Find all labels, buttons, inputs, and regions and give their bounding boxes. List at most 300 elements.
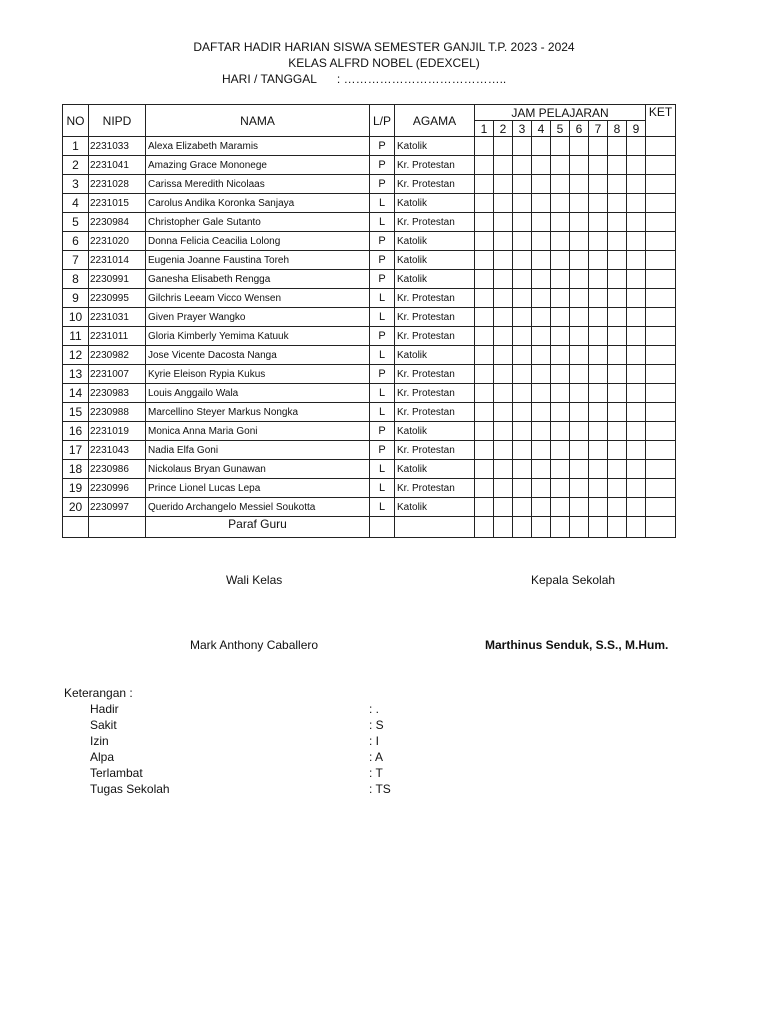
- row-no: 3: [63, 175, 89, 194]
- attendance-cell: [627, 422, 646, 441]
- period-header: 7: [589, 121, 608, 137]
- table-row: [63, 175, 676, 194]
- row-lp: P: [370, 137, 395, 156]
- kepala-sekolah-name: Marthinus Senduk, S.S., M.Hum.: [485, 638, 669, 652]
- attendance-cell: [475, 422, 494, 441]
- row-nipd: 2231043: [89, 441, 146, 460]
- row-nipd: 2231015: [89, 194, 146, 213]
- row-nipd: 2230991: [89, 270, 146, 289]
- attendance-cell: [570, 365, 589, 384]
- col-nipd-header: NIPD: [89, 105, 146, 137]
- attendance-cell: [494, 460, 513, 479]
- attendance-cell: [627, 365, 646, 384]
- attendance-cell: [532, 346, 551, 365]
- attendance-cell: [627, 403, 646, 422]
- paraf-cell: [513, 517, 532, 538]
- attendance-cell: [551, 346, 570, 365]
- legend-title: Keterangan :: [64, 686, 133, 700]
- attendance-cell: [608, 251, 627, 270]
- attendance-cell: [627, 460, 646, 479]
- row-lp: L: [370, 308, 395, 327]
- attendance-cell: [570, 251, 589, 270]
- attendance-cell: [570, 327, 589, 346]
- row-no: 7: [63, 251, 89, 270]
- attendance-cell: [570, 403, 589, 422]
- row-nama: Nickolaus Bryan Gunawan: [146, 460, 370, 479]
- table-row: [63, 289, 676, 308]
- attendance-cell: [494, 403, 513, 422]
- row-lp: L: [370, 403, 395, 422]
- row-nama: Prince Lionel Lucas Lepa: [146, 479, 370, 498]
- attendance-cell: [589, 365, 608, 384]
- row-nipd: 2231007: [89, 365, 146, 384]
- attendance-cell: [494, 175, 513, 194]
- paraf-cell: [589, 517, 608, 538]
- row-nama: Gilchris Leeam Vicco Wensen: [146, 289, 370, 308]
- period-header: 4: [532, 121, 551, 137]
- attendance-cell: [589, 175, 608, 194]
- attendance-cell: [570, 384, 589, 403]
- attendance-cell: [475, 384, 494, 403]
- row-nipd: 2230995: [89, 289, 146, 308]
- date-line: [222, 72, 506, 86]
- attendance-cell: [494, 213, 513, 232]
- attendance-cell: [608, 327, 627, 346]
- attendance-cell: [570, 460, 589, 479]
- ket-cell: [646, 346, 676, 365]
- attendance-cell: [589, 403, 608, 422]
- attendance-cell: [475, 308, 494, 327]
- table-row: [63, 441, 676, 460]
- row-agama: Kr. Protestan: [395, 403, 475, 422]
- row-lp: L: [370, 460, 395, 479]
- row-agama: Katolik: [395, 270, 475, 289]
- attendance-cell: [494, 308, 513, 327]
- ket-cell: [646, 441, 676, 460]
- attendance-cell: [475, 441, 494, 460]
- attendance-cell: [627, 232, 646, 251]
- attendance-cell: [570, 346, 589, 365]
- period-header: 1: [475, 121, 494, 137]
- row-agama: Kr. Protestan: [395, 308, 475, 327]
- attendance-cell: [570, 156, 589, 175]
- wali-kelas-label: Wali Kelas: [226, 573, 283, 587]
- row-agama: Kr. Protestan: [395, 384, 475, 403]
- attendance-cell: [570, 175, 589, 194]
- row-agama: Kr. Protestan: [395, 441, 475, 460]
- row-nipd: 2230986: [89, 460, 146, 479]
- attendance-cell: [551, 365, 570, 384]
- col-lp-header: L/P: [370, 105, 395, 137]
- table-row: [63, 460, 676, 479]
- row-nama: Marcellino Steyer Markus Nongka: [146, 403, 370, 422]
- table-row: [63, 365, 676, 384]
- attendance-cell: [570, 213, 589, 232]
- table-row: [63, 479, 676, 498]
- ket-cell: [646, 460, 676, 479]
- attendance-cell: [513, 327, 532, 346]
- attendance-cell: [627, 251, 646, 270]
- legend-item-code: : A: [369, 750, 384, 764]
- attendance-cell: [513, 384, 532, 403]
- table-row: [63, 346, 676, 365]
- row-nama: Carissa Meredith Nicolaas: [146, 175, 370, 194]
- attendance-cell: [475, 213, 494, 232]
- attendance-cell: [627, 308, 646, 327]
- attendance-cell: [475, 346, 494, 365]
- paraf-cell: [63, 517, 89, 538]
- attendance-cell: [513, 194, 532, 213]
- row-nama: Monica Anna Maria Goni: [146, 422, 370, 441]
- row-nama: Ganesha Elisabeth Rengga: [146, 270, 370, 289]
- attendance-cell: [475, 251, 494, 270]
- attendance-cell: [608, 384, 627, 403]
- period-header: 2: [494, 121, 513, 137]
- attendance-cell: [589, 232, 608, 251]
- row-no: 16: [63, 422, 89, 441]
- attendance-cell: [532, 441, 551, 460]
- paraf-guru-label: Paraf Guru: [146, 517, 370, 538]
- row-nipd: 2230982: [89, 346, 146, 365]
- row-no: 18: [63, 460, 89, 479]
- row-lp: P: [370, 156, 395, 175]
- row-lp: P: [370, 232, 395, 251]
- attendance-cell: [608, 365, 627, 384]
- row-no: 12: [63, 346, 89, 365]
- attendance-cell: [532, 289, 551, 308]
- row-nama: Querido Archangelo Messiel Soukotta: [146, 498, 370, 517]
- attendance-cell: [608, 403, 627, 422]
- attendance-cell: [608, 498, 627, 517]
- legend-item-code: : .: [369, 702, 380, 716]
- document-title: DAFTAR HADIR HARIAN SISWA SEMESTER GANJIL T.P. 2023 - 2024: [193, 40, 575, 54]
- row-no: 14: [63, 384, 89, 403]
- paraf-cell: [395, 517, 475, 538]
- legend-item-code: : S: [369, 718, 384, 732]
- row-nama: Christopher Gale Sutanto: [146, 213, 370, 232]
- paraf-cell: [494, 517, 513, 538]
- table-row: [63, 137, 676, 156]
- attendance-cell: [475, 327, 494, 346]
- attendance-cell: [589, 213, 608, 232]
- attendance-cell: [475, 194, 494, 213]
- attendance-cell: [570, 270, 589, 289]
- row-lp: L: [370, 498, 395, 517]
- row-no: 17: [63, 441, 89, 460]
- ket-cell: [646, 213, 676, 232]
- attendance-cell: [570, 422, 589, 441]
- attendance-cell: [532, 403, 551, 422]
- attendance-cell: [532, 460, 551, 479]
- row-no: 4: [63, 194, 89, 213]
- row-lp: P: [370, 327, 395, 346]
- row-nipd: 2231028: [89, 175, 146, 194]
- attendance-cell: [532, 384, 551, 403]
- attendance-cell: [532, 308, 551, 327]
- class-name: KELAS ALFRD NOBEL (EDEXCEL): [288, 56, 480, 70]
- attendance-cell: [551, 289, 570, 308]
- attendance-cell: [513, 365, 532, 384]
- attendance-cell: [570, 194, 589, 213]
- paraf-cell: [370, 517, 395, 538]
- wali-kelas-name: Mark Anthony Caballero: [190, 638, 319, 652]
- row-lp: P: [370, 422, 395, 441]
- paraf-cell: [646, 517, 676, 538]
- attendance-cell: [570, 137, 589, 156]
- attendance-cell: [570, 479, 589, 498]
- row-no: 6: [63, 232, 89, 251]
- attendance-cell: [551, 137, 570, 156]
- row-lp: L: [370, 194, 395, 213]
- ket-cell: [646, 232, 676, 251]
- row-no: 10: [63, 308, 89, 327]
- row-nama: Donna Felicia Ceacilia Lolong: [146, 232, 370, 251]
- attendance-cell: [570, 441, 589, 460]
- legend-item-code: : I: [369, 734, 380, 748]
- attendance-cell: [627, 175, 646, 194]
- attendance-cell: [627, 327, 646, 346]
- table-row: [63, 498, 676, 517]
- attendance-cell: [513, 156, 532, 175]
- row-nipd: 2231014: [89, 251, 146, 270]
- ket-cell: [646, 194, 676, 213]
- paraf-cell: [551, 517, 570, 538]
- row-agama: Katolik: [395, 346, 475, 365]
- row-agama: Katolik: [395, 422, 475, 441]
- row-agama: Katolik: [395, 232, 475, 251]
- attendance-cell: [551, 327, 570, 346]
- attendance-cell: [513, 270, 532, 289]
- row-nipd: 2231011: [89, 327, 146, 346]
- paraf-cell: [608, 517, 627, 538]
- attendance-cell: [608, 346, 627, 365]
- attendance-cell: [513, 479, 532, 498]
- table-row: [63, 251, 676, 270]
- attendance-cell: [532, 422, 551, 441]
- table-row: [63, 194, 676, 213]
- attendance-cell: [513, 460, 532, 479]
- attendance-cell: [570, 308, 589, 327]
- attendance-cell: [494, 156, 513, 175]
- attendance-cell: [608, 175, 627, 194]
- period-header: 6: [570, 121, 589, 137]
- attendance-cell: [627, 441, 646, 460]
- attendance-cell: [532, 498, 551, 517]
- row-agama: Katolik: [395, 251, 475, 270]
- attendance-cell: [551, 232, 570, 251]
- attendance-cell: [589, 137, 608, 156]
- row-no: 2: [63, 156, 89, 175]
- row-lp: L: [370, 346, 395, 365]
- attendance-cell: [475, 460, 494, 479]
- attendance-cell: [608, 479, 627, 498]
- attendance-cell: [627, 270, 646, 289]
- attendance-cell: [589, 346, 608, 365]
- ket-cell: [646, 175, 676, 194]
- attendance-cell: [494, 498, 513, 517]
- table-row: [63, 232, 676, 251]
- row-nipd: 2230996: [89, 479, 146, 498]
- attendance-cell: [494, 270, 513, 289]
- legend-item-label: Izin: [90, 734, 109, 748]
- table-row: [63, 422, 676, 441]
- attendance-cell: [627, 384, 646, 403]
- ket-cell: [646, 289, 676, 308]
- attendance-cell: [494, 327, 513, 346]
- row-agama: Kr. Protestan: [395, 213, 475, 232]
- attendance-cell: [475, 232, 494, 251]
- ket-cell: [646, 384, 676, 403]
- attendance-cell: [551, 384, 570, 403]
- attendance-cell: [494, 232, 513, 251]
- attendance-cell: [551, 270, 570, 289]
- row-lp: L: [370, 479, 395, 498]
- paraf-cell: [627, 517, 646, 538]
- attendance-cell: [494, 384, 513, 403]
- attendance-cell: [532, 137, 551, 156]
- col-agama-header: AGAMA: [395, 105, 475, 137]
- attendance-cell: [570, 232, 589, 251]
- date-label: HARI / TANGGAL: [222, 72, 317, 86]
- paraf-cell: [89, 517, 146, 538]
- attendance-cell: [551, 156, 570, 175]
- row-nipd: 2230983: [89, 384, 146, 403]
- attendance-cell: [589, 479, 608, 498]
- col-ket-header: KET: [646, 105, 676, 137]
- row-lp: P: [370, 270, 395, 289]
- col-nama-header: NAMA: [146, 105, 370, 137]
- legend-item-code: : T: [369, 766, 383, 780]
- row-no: 19: [63, 479, 89, 498]
- ket-cell: [646, 365, 676, 384]
- attendance-cell: [608, 289, 627, 308]
- attendance-cell: [532, 194, 551, 213]
- attendance-cell: [513, 346, 532, 365]
- row-nama: Kyrie Eleison Rypia Kukus: [146, 365, 370, 384]
- row-lp: P: [370, 441, 395, 460]
- attendance-cell: [532, 251, 551, 270]
- period-header: 8: [608, 121, 627, 137]
- attendance-cell: [551, 498, 570, 517]
- paraf-cell: [532, 517, 551, 538]
- attendance-cell: [627, 346, 646, 365]
- row-agama: Kr. Protestan: [395, 479, 475, 498]
- row-nipd: 2231019: [89, 422, 146, 441]
- attendance-cell: [551, 175, 570, 194]
- period-header: 9: [627, 121, 646, 137]
- paraf-cell: [570, 517, 589, 538]
- attendance-cell: [532, 156, 551, 175]
- row-agama: Katolik: [395, 194, 475, 213]
- attendance-cell: [608, 422, 627, 441]
- attendance-cell: [513, 251, 532, 270]
- attendance-cell: [475, 175, 494, 194]
- row-nama: Eugenia Joanne Faustina Toreh: [146, 251, 370, 270]
- attendance-cell: [475, 403, 494, 422]
- row-nama: Amazing Grace Mononege: [146, 156, 370, 175]
- attendance-cell: [475, 137, 494, 156]
- attendance-cell: [494, 289, 513, 308]
- row-agama: Kr. Protestan: [395, 289, 475, 308]
- ket-cell: [646, 251, 676, 270]
- attendance-cell: [475, 270, 494, 289]
- attendance-cell: [589, 460, 608, 479]
- attendance-cell: [513, 498, 532, 517]
- attendance-table: [62, 104, 676, 538]
- attendance-cell: [532, 365, 551, 384]
- legend-item-label: Hadir: [90, 702, 119, 716]
- row-agama: Katolik: [395, 137, 475, 156]
- row-nama: Gloria Kimberly Yemima Katuuk: [146, 327, 370, 346]
- attendance-cell: [589, 156, 608, 175]
- period-header: 5: [551, 121, 570, 137]
- attendance-cell: [551, 403, 570, 422]
- row-no: 11: [63, 327, 89, 346]
- attendance-cell: [513, 422, 532, 441]
- attendance-cell: [627, 213, 646, 232]
- row-nama: Jose Vicente Dacosta Nanga: [146, 346, 370, 365]
- attendance-cell: [513, 441, 532, 460]
- table-row: [63, 156, 676, 175]
- attendance-cell: [513, 175, 532, 194]
- table-row: [63, 308, 676, 327]
- row-nama: Alexa Elizabeth Maramis: [146, 137, 370, 156]
- attendance-cell: [627, 156, 646, 175]
- attendance-cell: [589, 498, 608, 517]
- attendance-cell: [608, 308, 627, 327]
- row-no: 8: [63, 270, 89, 289]
- attendance-cell: [532, 327, 551, 346]
- ket-cell: [646, 479, 676, 498]
- attendance-cell: [589, 384, 608, 403]
- attendance-cell: [475, 479, 494, 498]
- attendance-cell: [513, 403, 532, 422]
- row-lp: L: [370, 384, 395, 403]
- row-nipd: 2230988: [89, 403, 146, 422]
- legend-item-label: Tugas Sekolah: [90, 782, 170, 796]
- table-row: [63, 270, 676, 289]
- attendance-cell: [494, 365, 513, 384]
- attendance-cell: [494, 479, 513, 498]
- attendance-cell: [551, 460, 570, 479]
- attendance-cell: [513, 232, 532, 251]
- row-nama: Carolus Andika Koronka Sanjaya: [146, 194, 370, 213]
- date-value: : …………………………………..: [336, 72, 507, 86]
- attendance-cell: [589, 289, 608, 308]
- row-no: 5: [63, 213, 89, 232]
- attendance-cell: [608, 460, 627, 479]
- attendance-cell: [608, 156, 627, 175]
- row-nama: Nadia Elfa Goni: [146, 441, 370, 460]
- row-nipd: 2231033: [89, 137, 146, 156]
- row-nipd: 2230984: [89, 213, 146, 232]
- ket-cell: [646, 156, 676, 175]
- attendance-cell: [494, 441, 513, 460]
- attendance-cell: [513, 289, 532, 308]
- attendance-cell: [608, 137, 627, 156]
- attendance-cell: [608, 194, 627, 213]
- attendance-cell: [608, 232, 627, 251]
- row-nama: Given Prayer Wangko: [146, 308, 370, 327]
- ket-cell: [646, 270, 676, 289]
- row-agama: Kr. Protestan: [395, 156, 475, 175]
- row-no: 1: [63, 137, 89, 156]
- attendance-cell: [570, 289, 589, 308]
- row-agama: Kr. Protestan: [395, 327, 475, 346]
- row-no: 13: [63, 365, 89, 384]
- row-lp: L: [370, 213, 395, 232]
- attendance-cell: [494, 137, 513, 156]
